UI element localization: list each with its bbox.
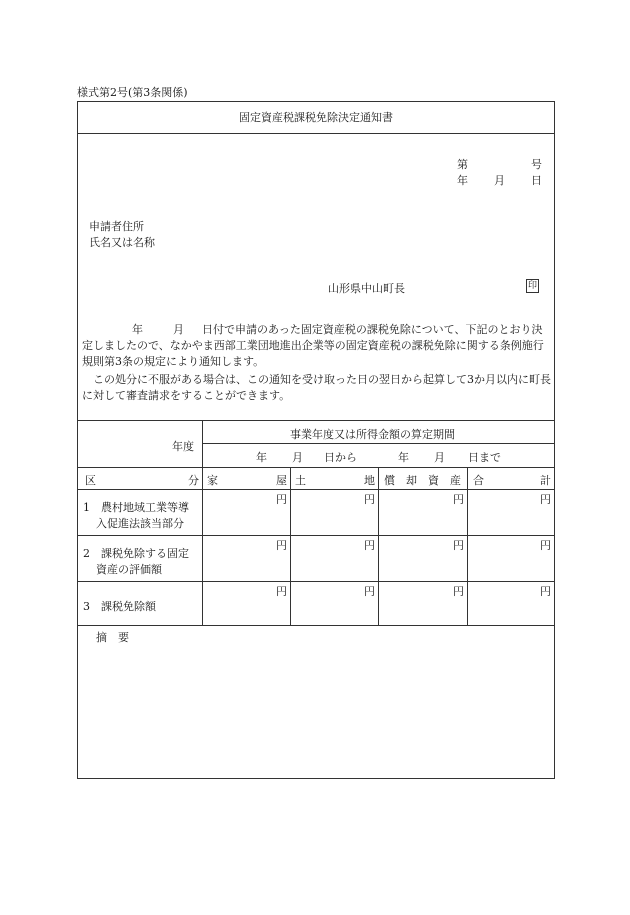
applicant-name-label: 氏名又は名称 <box>89 236 155 249</box>
row2-yen-shokyaku: 円 <box>453 539 464 552</box>
period-from-month: 月 <box>292 451 303 464</box>
row1-yen-kaoku: 円 <box>276 493 287 506</box>
row2-yen-gokei: 円 <box>540 539 551 552</box>
notice-form <box>77 101 555 779</box>
date-year: 年 <box>457 174 468 187</box>
nendo-label: 年度 <box>172 440 194 453</box>
col-kubun-2: 分 <box>188 474 199 487</box>
summary-label: 摘 要 <box>96 631 129 644</box>
intro-month: 月 <box>173 323 184 336</box>
col-shokyaku: 償 却 資 産 <box>384 474 461 487</box>
row3-bottom-border <box>78 625 554 626</box>
mayor-title: 山形県中山町長 <box>328 282 405 295</box>
row1-bottom-border <box>78 535 554 536</box>
intro-text: 日付で申請のあった固定資産税の課税免除について、下記のとおり決定しましたので、なかやま西部工業団地進出企業等の固定資産税の課税免除に関する条例施行規則第3条の規定により通知します。 <box>82 323 544 368</box>
appeal-notice: この処分に不服がある場合は、この通知を受け取った日の翌日から起算して3か月以内に町長に対して審査請求をすることができます。 <box>82 373 551 402</box>
period-to-day: 日まで <box>468 451 501 464</box>
col-divider-1 <box>202 420 203 625</box>
period-header: 事業年度又は所得金額の算定期間 <box>290 428 455 441</box>
col-gokei-1: 合 <box>473 474 484 487</box>
table-top-border <box>78 420 554 421</box>
period-to-month: 月 <box>434 451 445 464</box>
col-divider-2 <box>290 467 291 625</box>
col-kubun-1: 区 <box>85 474 96 487</box>
row3-yen-gokei: 円 <box>540 585 551 598</box>
col-tochi-2: 地 <box>364 474 375 487</box>
period-from-day: 日から <box>324 451 357 464</box>
col-kaoku-1: 家 <box>207 474 218 487</box>
intro-year: 年 <box>132 323 143 336</box>
row3-yen-shokyaku: 円 <box>453 585 464 598</box>
col-divider-3 <box>378 467 379 625</box>
seal-mark: 印 <box>527 281 537 291</box>
doc-no-go: 号 <box>531 158 542 171</box>
row1-label-line2: 入促進法該当部分 <box>96 517 184 530</box>
row1-yen-gokei: 円 <box>540 493 551 506</box>
row2-yen-tochi: 円 <box>364 539 375 552</box>
row1-label-line1: 1 農村地域工業等導 <box>83 501 189 514</box>
official-seal <box>526 278 539 293</box>
doc-no-dai: 第 <box>457 158 468 171</box>
column-header-bottom-border <box>78 489 554 490</box>
row3-yen-tochi: 円 <box>364 585 375 598</box>
row3-label: 3 課税免除額 <box>83 600 156 613</box>
column-header-top-border <box>78 467 554 468</box>
col-gokei-2: 計 <box>540 474 551 487</box>
applicant-address-label: 申請者住所 <box>89 220 144 233</box>
row3-yen-kaoku: 円 <box>276 585 287 598</box>
col-tochi-1: 土 <box>295 474 306 487</box>
form-number: 様式第2号(第3条関係) <box>77 86 188 99</box>
row2-bottom-border <box>78 581 554 582</box>
row2-label-line2: 資産の評価額 <box>96 563 162 576</box>
row1-yen-tochi: 円 <box>364 493 375 506</box>
period-header-border <box>202 443 554 444</box>
period-to-year: 年 <box>398 451 409 464</box>
col-kaoku-2: 屋 <box>276 474 287 487</box>
period-from-year: 年 <box>256 451 267 464</box>
date-month: 月 <box>494 174 505 187</box>
notice-body <box>82 322 552 370</box>
form-title: 固定資産税課税免除決定通知書 <box>78 102 554 134</box>
date-day: 日 <box>531 174 542 187</box>
row1-yen-shokyaku: 円 <box>453 493 464 506</box>
row2-yen-kaoku: 円 <box>276 539 287 552</box>
row2-label-line1: 2 課税免除する固定 <box>83 547 189 560</box>
col-divider-4 <box>467 467 468 625</box>
